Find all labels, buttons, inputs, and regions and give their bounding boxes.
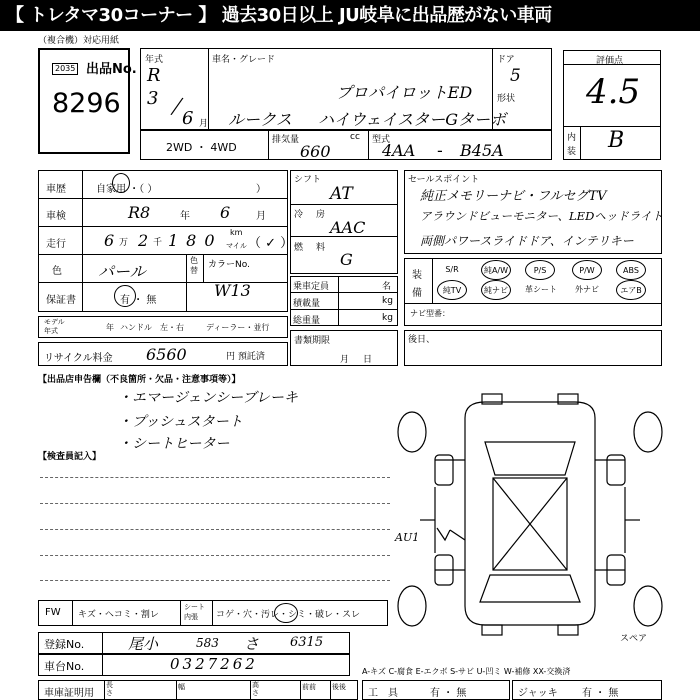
aircon-label1: 冷 bbox=[294, 210, 304, 220]
sales-point-2: アラウンドビューモニター、LEDヘッドライト bbox=[420, 209, 663, 223]
registration-label: 登録No. bbox=[44, 638, 85, 651]
door-value: 5 bbox=[510, 66, 521, 86]
type-label: 型式 bbox=[372, 135, 391, 145]
equip-leather: 革シート bbox=[525, 285, 557, 294]
year-value: 3 bbox=[147, 88, 159, 109]
inspector-title: 【検査員記入】 bbox=[38, 452, 102, 462]
payload-label: 積載量 bbox=[293, 299, 321, 309]
interior-label-2: 装 bbox=[567, 147, 577, 157]
capacity-label: 乗車定員 bbox=[293, 282, 330, 292]
mileage-sen-unit: 千 bbox=[153, 238, 163, 248]
drive-type: 2WD ・ 4WD bbox=[166, 141, 237, 154]
door-label: ドア bbox=[497, 55, 515, 65]
lot-small: 2035 bbox=[52, 63, 78, 75]
fw-text: キズ・ヘコミ・割レ bbox=[78, 610, 159, 620]
mileage-label: 走行 bbox=[46, 239, 66, 250]
interior-score: B bbox=[608, 128, 625, 153]
declaration-item-1: ・エマージェンシーブレーキ bbox=[118, 390, 298, 406]
warranty-label: 保証書 bbox=[46, 295, 76, 306]
gross-label: 総重量 bbox=[293, 316, 321, 326]
model-name: ルークス bbox=[228, 110, 292, 129]
inspection-month: 6 bbox=[220, 203, 231, 222]
declaration-title: 【出品店申告欄（不良箇所・欠品・注意事項等）】 bbox=[38, 375, 241, 385]
jack-label: ジャッキ bbox=[518, 688, 558, 699]
car-diagram bbox=[390, 380, 670, 640]
color-change-label: 色替 bbox=[190, 256, 198, 275]
inspection-era: R8 bbox=[128, 203, 151, 222]
equipment-label1: 装 bbox=[412, 270, 422, 281]
windshield bbox=[485, 442, 575, 475]
after-label: 後日、 bbox=[408, 335, 436, 345]
displacement-label: 排気量 bbox=[272, 135, 300, 145]
history-label: 車歴 bbox=[46, 184, 66, 195]
registration-number: 6315 bbox=[290, 635, 324, 650]
declaration-item-3: ・シートヒーター bbox=[118, 436, 230, 452]
fuel-value: G bbox=[340, 250, 353, 269]
garage-front: 前前 bbox=[302, 683, 316, 691]
shape-label: 形状 bbox=[497, 94, 516, 104]
aircon-label2: 房 bbox=[316, 210, 326, 220]
eval-score: 4.5 bbox=[586, 72, 641, 112]
garage-width: 幅 bbox=[178, 683, 185, 691]
spare-label: スペア bbox=[620, 634, 648, 644]
inspection-month-unit: 月 bbox=[256, 211, 266, 222]
type-model: B45A bbox=[460, 141, 504, 160]
equip-abs: ABS bbox=[616, 260, 646, 280]
lot-label: 出品No. bbox=[86, 62, 137, 77]
mileage-unit-mile: マイル bbox=[226, 242, 247, 250]
history-circle bbox=[112, 173, 130, 193]
type-code: 4AA bbox=[382, 141, 416, 160]
lot-number: 8296 bbox=[52, 88, 121, 119]
model-label: 車名・グレード bbox=[212, 55, 276, 65]
chassis-label: 車台No. bbox=[44, 660, 85, 673]
mileage-unit-km: km bbox=[230, 228, 243, 237]
form-subtitle: （複合機）対応用紙 bbox=[38, 36, 120, 46]
rear-window bbox=[480, 575, 580, 602]
interior-label-1: 内 bbox=[567, 133, 577, 143]
seat-label2: 内張 bbox=[184, 613, 198, 621]
model-line1: プロパイロットED bbox=[336, 83, 473, 102]
equip-ps: P/S bbox=[525, 260, 555, 280]
equipment-label2: 備 bbox=[412, 288, 422, 299]
displacement-value: 660 bbox=[300, 142, 331, 161]
docs-label: 書類期限 bbox=[294, 336, 331, 346]
aircon-value: AAC bbox=[330, 218, 366, 237]
color-label: 色 bbox=[52, 266, 62, 277]
tools-label: 工 具 bbox=[368, 688, 398, 699]
garage-height: 高さ bbox=[252, 681, 259, 697]
sales-points-label: セールスポイント bbox=[408, 175, 480, 185]
capacity-unit: 名 bbox=[382, 282, 392, 292]
sales-point-1: 純正メモリーナビ・フルセグTV bbox=[420, 189, 607, 204]
mileage-man-unit: 万 bbox=[119, 238, 129, 248]
dealer-text: ディーラー・並行 bbox=[206, 323, 270, 332]
payload-unit: kg bbox=[382, 296, 393, 306]
docs-unit: 月日 bbox=[340, 355, 387, 365]
year-month: 6 bbox=[182, 108, 194, 129]
type-sep: - bbox=[437, 141, 443, 160]
fuel-label1: 燃 bbox=[294, 243, 304, 253]
seat-label1: シート bbox=[184, 603, 205, 611]
recycle-unit: 円 預託済 bbox=[226, 352, 265, 362]
garage-length: 長さ bbox=[106, 681, 113, 697]
inspection-year-unit: 年 bbox=[180, 211, 190, 222]
warranty-value: 有 ・ 無 bbox=[120, 295, 157, 306]
model-year-label2: 年式 bbox=[44, 327, 58, 335]
recycle-label: リサイクル料金 bbox=[44, 353, 113, 364]
diagram-note: AU1 bbox=[395, 531, 420, 544]
model-year-label1: モデル bbox=[44, 318, 65, 326]
declaration-item-2: ・プッシュスタート bbox=[118, 414, 243, 430]
recycle-value: 6560 bbox=[146, 345, 187, 364]
color-code: W13 bbox=[214, 281, 251, 300]
mileage-sen: 2 bbox=[138, 231, 149, 250]
equip-navi: 純ナビ bbox=[481, 280, 511, 300]
damage-legend: A-キズ C-腐食 E-エクボ S-サビ U-凹ミ W-補修 XX-交換済 bbox=[362, 667, 571, 676]
after-box bbox=[404, 330, 662, 366]
equip-ext-navi: 外ナビ bbox=[575, 285, 599, 294]
color-value: パール bbox=[98, 262, 146, 281]
year-era: R bbox=[147, 65, 161, 86]
color-code-label: カラーNo. bbox=[208, 260, 250, 270]
shift-value: AT bbox=[330, 184, 353, 204]
sales-point-3: 両側パワースライドドア、インテリキー bbox=[420, 234, 634, 248]
warranty-circle bbox=[114, 285, 136, 307]
equip-tv: 純TV bbox=[437, 280, 467, 300]
model-year-unit: 年 bbox=[106, 323, 114, 332]
registration-area: 尾小 bbox=[128, 635, 159, 653]
model-grade: ハイウェイスターGターボ bbox=[318, 110, 506, 129]
equip-sr: S/R bbox=[445, 265, 459, 274]
navi-model-label: ナビ型番： bbox=[410, 309, 450, 318]
equip-alloy: 純A/W bbox=[481, 260, 511, 280]
garage-rear: 後後 bbox=[332, 683, 346, 691]
header-banner: 【 トレタマ30コーナー 】 過去30日以上 JU岐阜に出品歴がない車両 bbox=[0, 0, 700, 31]
seat-text: コゲ・穴・汚レ・シミ・破レ・スレ bbox=[216, 610, 361, 620]
garage-label: 車庫証明用 bbox=[44, 688, 94, 699]
equip-airbag: エアB bbox=[616, 280, 646, 300]
fw-label: FW bbox=[45, 607, 61, 618]
tools-value: 有 ・ 無 bbox=[430, 688, 467, 699]
history-value: 自家用 ・（ ） bbox=[96, 184, 158, 195]
jack-value: 有 ・ 無 bbox=[582, 688, 619, 699]
year-month-unit: 月 bbox=[199, 119, 209, 129]
handle-text: ハンドル 左・右 bbox=[120, 323, 184, 332]
year-label: 年式 bbox=[145, 55, 164, 65]
mileage-rest: 180 bbox=[168, 231, 223, 250]
gross-unit: kg bbox=[382, 313, 393, 323]
displacement-unit: cc bbox=[350, 132, 360, 142]
registration-kana: さ bbox=[244, 635, 260, 653]
mileage-man: 6 bbox=[104, 231, 115, 250]
fuel-label2: 料 bbox=[316, 243, 326, 253]
registration-class: 583 bbox=[196, 636, 219, 650]
chassis-number: 0327262 bbox=[170, 655, 258, 673]
lot-box bbox=[38, 48, 137, 154]
inspection-label: 車検 bbox=[46, 211, 66, 222]
equip-pw: P/W bbox=[572, 260, 602, 280]
shift-label: シフト bbox=[294, 175, 322, 185]
eval-label: 評価点 bbox=[596, 56, 624, 66]
